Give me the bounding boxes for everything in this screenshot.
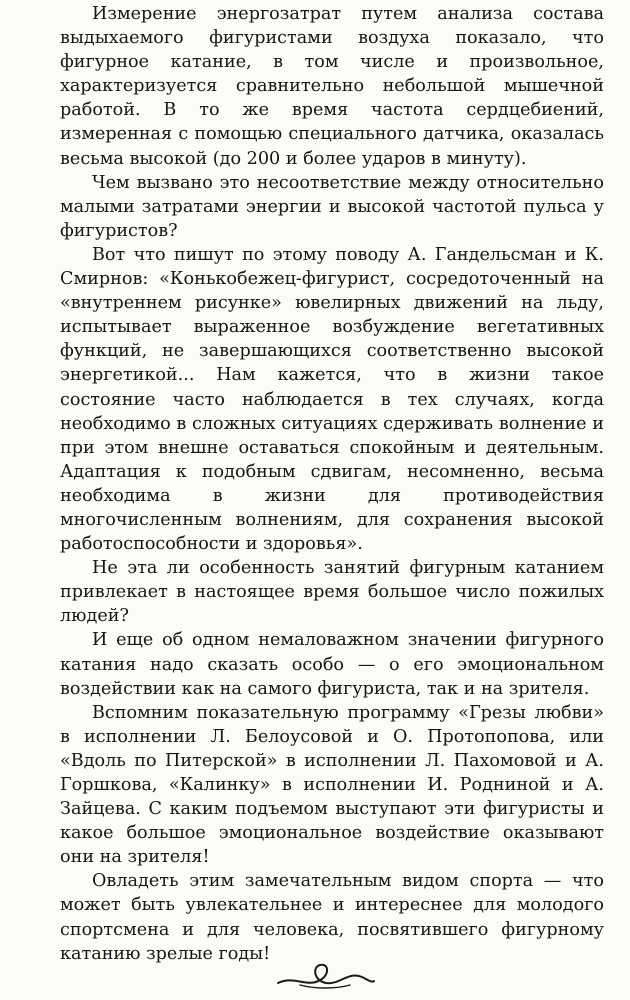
paragraph-4: Не эта ли особенность занятий фигурным катанием привлекает в настоящее время большое число пожилых людей? [60,558,604,627]
paragraph-7: Овладеть этим замечательным видом спорта — что может быть увлекательнее и интереснее для молодого спортсмена и для человека, посвятившего фигурному катанию зрелые годы! [60,871,604,964]
paragraph-3: Вот что пишут по этому поводу А. Гандельсман и К. Смирнов: «Конькобежец-фигурист, сосредоточенный на «внутреннем рисунке» ювелирных движений на льду, испытывает выраженное возбуждение вегетативных функций, не завершающихся соответственно высокой энергетикой... Нам кажется, что в жизни такое состояние часто наблюдается в тех случаях, когда необходимо в сложных ситуациях сдерживать волнение и при этом внешне оставаться спокойным и деятельным. Адаптация к подобным сдвигам, несомненно, весьма необходима в жизни для противодействия многочисленным волнениям, для сохранения высокой работоспособности и здоровья». [60,244,604,555]
paragraph-1: Измерение энергозатрат путем анализа состава выдыхаемого фигуристами воздуха показало, что фигурное катание, в том числе и произвольное, характеризуется сравнительно небольшой мышечной работой. В то же время частота сердцебиений, измеренная с помощью специального датчика, оказалась весьма высокой (до 200 и более ударов в минуту). [60,4,604,169]
flourish-ornament-icon [270,955,380,995]
paragraph-5: И еще об одном немаловажном значении фигурного катания надо сказать особо — о его эмоциональном воздействии как на самого фигуриста, так и на зрителя. [60,630,604,699]
paragraph-2: Чем вызвано это несоответствие между относительно малыми затратами энергии и высокой частотой пульса у фигуристов? [60,172,604,241]
paragraph-6: Вспомним показательную программу «Грезы любви» в исполнении Л. Белоусовой и О. Протопопова, или «Вдоль по Питерской» в исполнении Л. Пахомовой и А. Горшкова, «Калинку» в исполнении И. Родниной и А. Зайцева. С каким подъемом выступают эти фигуристы и какое большое эмоциональное воздействие оказывают они на зрителя! [60,702,604,868]
